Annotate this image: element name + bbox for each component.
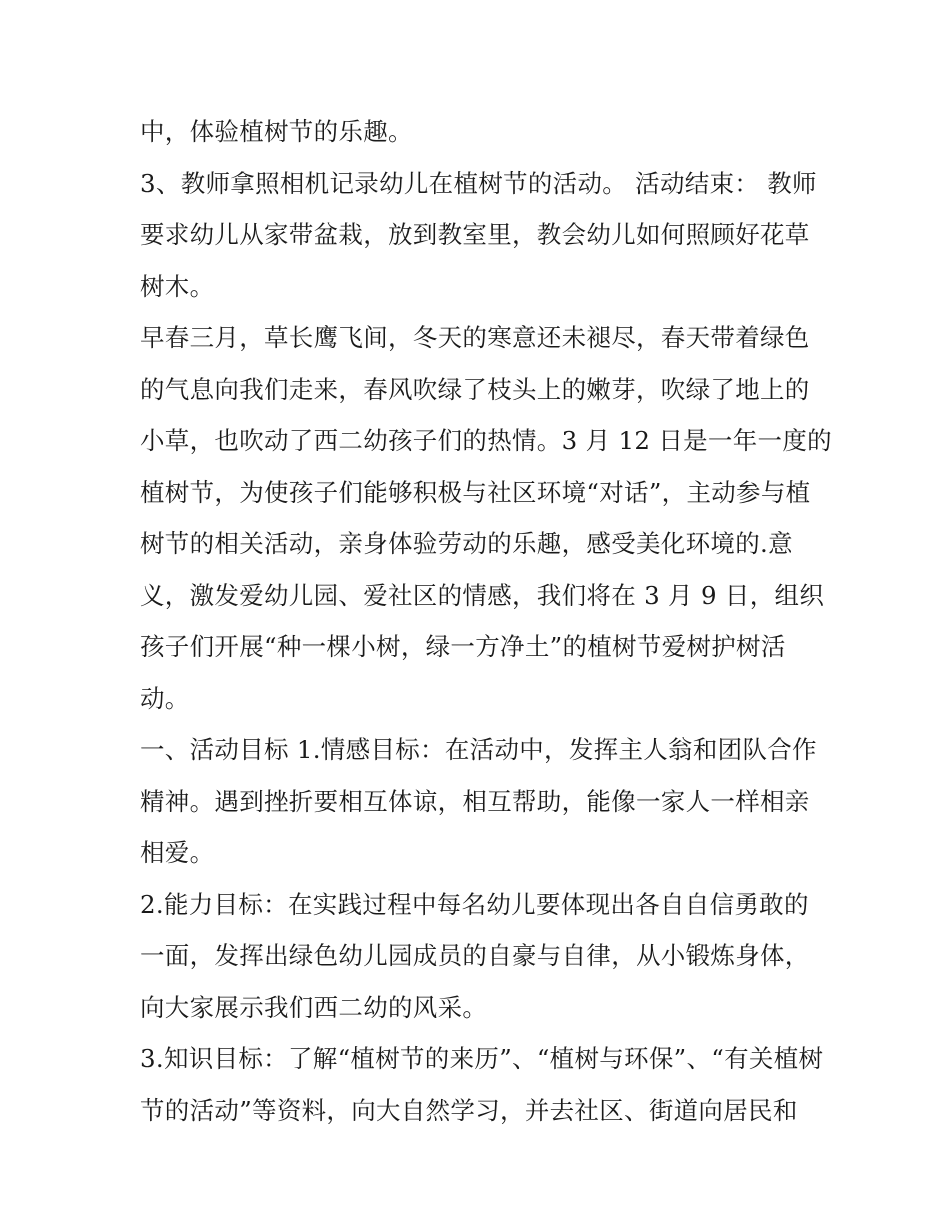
text-line: 的气息向我们走来，春风吹绿了枝头上的嫩芽，吹绿了地上的 bbox=[140, 374, 810, 404]
text-line: 小草，也吹动了西二幼孩子们的热情。3 月 12 日是一年一度的 bbox=[140, 426, 832, 455]
text-line: 树节的相关活动，亲身体验劳动的乐趣，感受美化环境的.意 bbox=[140, 529, 793, 558]
text-line: 向大家展示我们西二幼的风采。 bbox=[140, 992, 488, 1022]
text-line: 树木。 bbox=[140, 271, 215, 301]
text-line: 一面，发挥出绿色幼儿园成员的自豪与自律，从小锻炼身体， bbox=[140, 941, 810, 970]
text-line: 早春三月，草长鹰飞间，冬天的寒意还未褪尽，春天带着绿色 bbox=[140, 323, 810, 352]
text-line: 中，体验植树节的乐趣。 bbox=[140, 117, 413, 146]
text-line: 相爱。 bbox=[140, 838, 215, 867]
text-line: 植树节，为使孩子们能够积极与社区环境“对话”，主动参与植 bbox=[140, 477, 811, 507]
text-line: 义，激发爱幼儿园、爱社区的情感，我们将在 3 月 9 日，组织 bbox=[140, 580, 825, 610]
text-line: 一、活动目标 1.情感目标：在活动中，发挥主人翁和团队合作 bbox=[140, 735, 817, 764]
text-line: 3.知识目标：了解“植树节的来历”、“植树与环保”、“有关植树 bbox=[140, 1044, 824, 1073]
document-body-text bbox=[140, 106, 832, 1136]
text-line: 精神。遇到挫折要相互体谅，相互帮助，能像一家人一样相亲 bbox=[140, 786, 810, 816]
text-line: 要求幼儿从家带盆栽，放到教室里，教会幼儿如何照顾好花草 bbox=[140, 220, 810, 249]
text-line: 2.能力目标：在实践过程中每名幼儿要体现出各自自信勇敢的 bbox=[140, 889, 809, 919]
text-line: 3、教师拿照相机记录幼儿在植树节的活动。 活动结束： 教师 bbox=[140, 168, 817, 198]
text-line: 孩子们开展“种一棵小树，绿一方净土”的植树节爱树护树活 bbox=[140, 632, 786, 661]
text-line: 动。 bbox=[140, 683, 190, 713]
text-line: 节的活动”等资料，向大自然学习，并去社区、街道向居民和 bbox=[140, 1095, 798, 1125]
